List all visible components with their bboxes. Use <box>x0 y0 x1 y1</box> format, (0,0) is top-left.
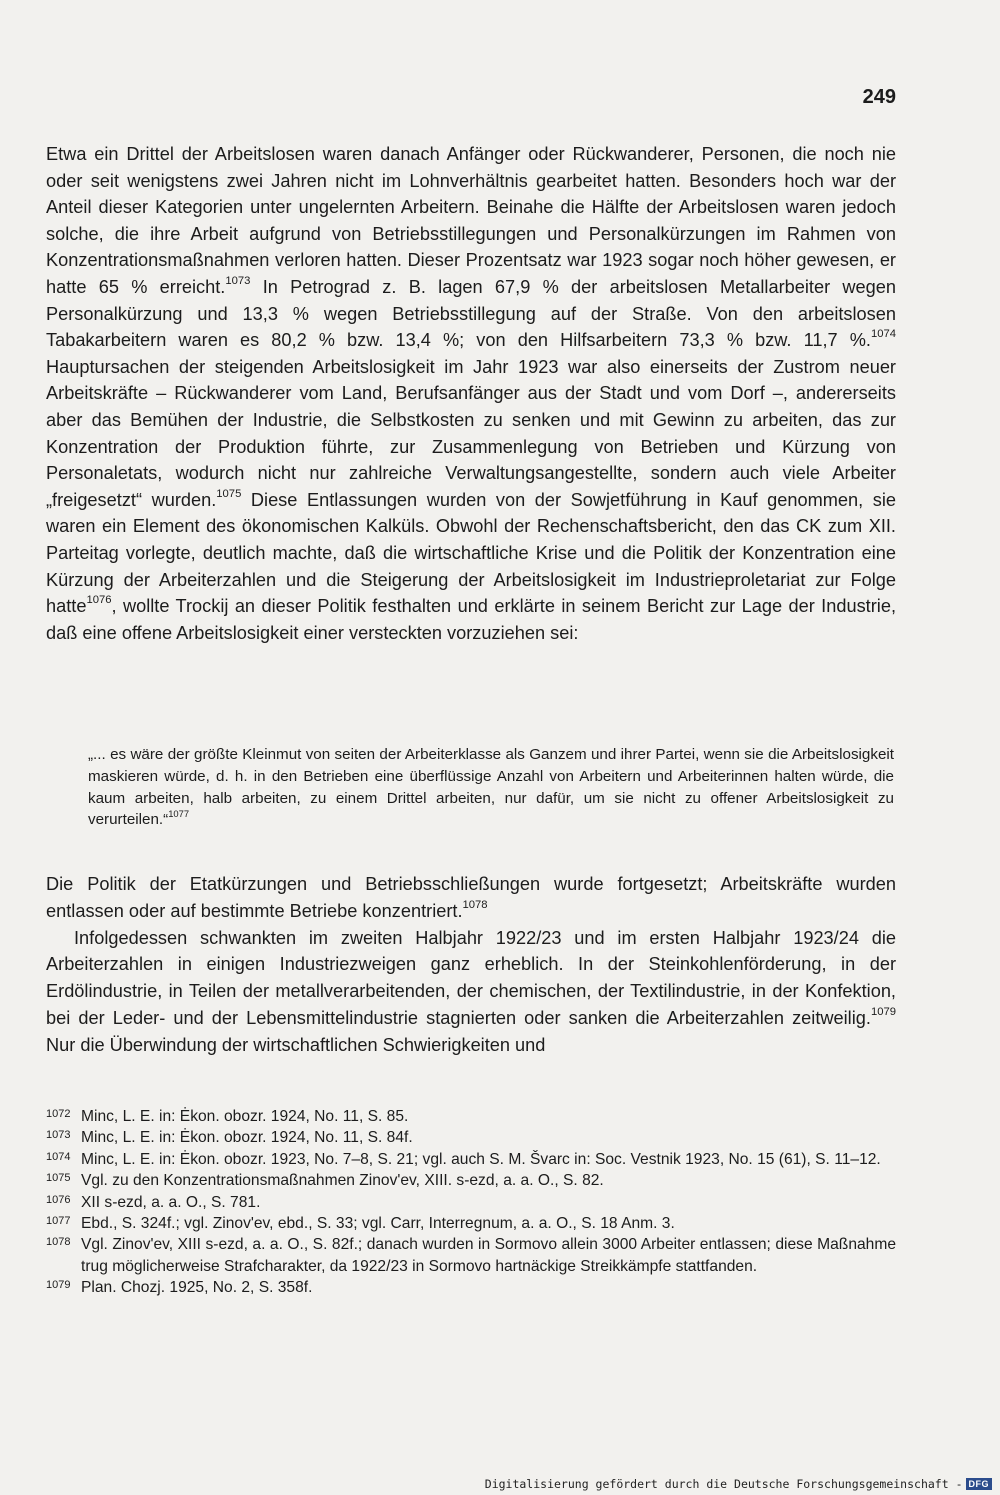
block-quote <box>88 744 894 831</box>
footnote <box>46 1106 896 1127</box>
footnote-number: 1079 <box>46 1279 71 1292</box>
footnote-number: 1073 <box>46 1129 71 1142</box>
footnote-text: Plan. Chozj. 1925, No. 2, S. 358f. <box>81 1279 313 1297</box>
footnote-number: 1078 <box>46 1236 71 1249</box>
quote-text: „... es wäre der größte Kleinmut von seiten der Arbeiterklasse als Ganzem und ihrer Partei, wenn sie die Arbeitslosigkeit maskieren würde, d. h. in den Betrieben eine überflüssige Anzahl von Arbeitern und Arbeiterinnen halten würde, die kaum arbeiten, halb arbeiten, zu einem Drittel arbeiten, nur dafür, um sie nicht zu offener Arbeitslosigkeit zu verurteilen.“ <box>88 746 894 829</box>
footnote <box>46 1170 896 1191</box>
footnote <box>46 1213 896 1234</box>
footnote-number: 1072 <box>46 1108 71 1120</box>
footnote-ref[interactable]: 1074 <box>870 328 896 341</box>
paragraph-text: Etwa ein Drittel der Arbeitslosen waren danach Anfänger oder Rückwanderer, Personen, die noch nie oder seit wenigstens zwei Jahren nicht im Lohnverhältnis gearbeitet hatten. Besonders hoch war der Anteil dieser Kategorien unter ungelernten Arbeitern. Beinahe die Hälfte der Arbeitslosen waren jedoch solche, die ihre Arbeit aufgrund von Betriebsstillegungen und Personalkürzungen im Rahmen von Konzentrationsmaßnahmen verloren hatten. Dieser Prozentsatz war 1923 sogar noch höher gewesen, er hatte 65 % erreicht. <box>46 144 896 297</box>
paragraph-text: , wollte Trockij an dieser Politik festhalten und erklärte in seinem Bericht zur Lage der Industrie, daß eine offene Arbeitslosigkeit einer versteckten vorzuziehen sei: <box>46 596 896 643</box>
footnote-text: Ebd., S. 324f.; vgl. Zinov'ev, ebd., S. 33; vgl. Carr, Interregnum, a. a. O., S. 18 Anm. 3. <box>81 1215 675 1233</box>
footnote-ref[interactable]: 1076 <box>86 594 112 607</box>
paragraph-text: Die Politik der Etatkürzungen und Betriebsschließungen wurde fortgesetzt; Arbeitskräfte wurden entlassen oder auf bestimmte Betriebe konzentriert. <box>46 874 896 921</box>
paragraph-text: Diese Entlassungen wurden von der Sowjetführung in Kauf genommen, sie waren ein Element des ökonomischen Kalküls. Obwohl der Rechenschaftsbericht, den das CK zum XII. Parteitag vorlegte, deutlich machte, daß die wirtschaftliche Krise und die Politik der Konzentration eine Kürzung der Arbeiterzahlen und die Steigerung der Arbeitslosigkeit im Industrieproletariat zur Folge hatte <box>46 489 896 617</box>
paragraph-text: In Petrograd z. B. lagen 67,9 % der arbeitslosen Metallarbeiter wegen Personalkürzung und 13,3 % wegen Betriebsstillegung auf der Straße. Von den arbeitslosen Tabakarbeitern waren es 80,2 % bzw. 13,4 %; von den Hilfsarbeitern 73,3 % bzw. 11,7 %. <box>46 276 896 351</box>
footnote-text: Minc, L. E. in: Ėkon. obozr. 1923, No. 7–8, S. 21; vgl. auch S. M. Švarc in: Soc. Vestnik 1923, No. 15 (61), S. 11–12. <box>81 1150 881 1168</box>
footnote-ref[interactable]: 1079 <box>870 1006 896 1019</box>
footnote-ref[interactable]: 1073 <box>225 275 251 288</box>
footnote-number: 1075 <box>46 1172 71 1185</box>
body-continuation <box>46 871 896 1059</box>
footnote-text: XII s-ezd, a. a. O., S. 781. <box>81 1193 261 1211</box>
dfg-logo: DFG <box>966 1478 993 1490</box>
body-paragraph-1 <box>46 141 896 646</box>
footnote-ref[interactable]: 1075 <box>216 487 242 500</box>
footnote <box>46 1149 896 1170</box>
footnote-text: Vgl. zu den Konzentrationsmaßnahmen Zinov'ev, XIII. s-ezd, a. a. O., S. 82. <box>81 1172 604 1190</box>
footnote <box>46 1192 896 1213</box>
footnote-ref[interactable]: 1077 <box>168 807 190 819</box>
footnote-text: Vgl. Zinov'ev, XIII s-ezd, a. a. O., S. 82f.; danach wurden in Sormovo allein 3000 Arbeiter entlassen; diese Maßnahme trug möglicherweise Strafcharakter, da 1922/23 in Sormovo hartnäckige Streikkämpfe stattfanden. <box>81 1236 896 1275</box>
footnote-number: 1074 <box>46 1150 71 1163</box>
footnote-text: Minc, L. E. in: Ėkon. obozr. 1924, No. 11, S. 85. <box>81 1108 409 1125</box>
paragraph-text: Hauptursachen der steigenden Arbeitslosigkeit im Jahr 1923 war also einerseits der Zustrom neuer Arbeitskräfte – Rückwanderer vom Land, Berufsanfänger aus der Stadt und vom Dorf –, andererseits aber das Bemühen der Industrie, die Selbstkosten zu senken und mit Gewinn zu arbeiten, das zur Konzentration der Produktion führte, zur Zusammenlegung von Betrieben und Kürzung von Personaletats, wodurch nicht nur zahlreiche Verwaltungsangestellte, sondern auch viele Arbeiter „freigesetzt“ wurden. <box>46 356 896 510</box>
paragraph-text: Nur die Überwindung der wirtschaftlichen Schwierigkeiten und <box>46 1034 546 1055</box>
digitization-credit <box>485 1477 992 1491</box>
footnote-text: Minc, L. E. in: Ėkon. obozr. 1924, No. 11, S. 84f. <box>81 1129 413 1147</box>
footnote-number: 1077 <box>46 1215 71 1228</box>
body-paragraph-2 <box>46 871 896 925</box>
footnotes <box>46 1106 896 1299</box>
footnote <box>46 1277 896 1298</box>
page-number: 249 <box>862 86 896 108</box>
footnote-ref[interactable]: 1078 <box>462 899 488 912</box>
paragraph-text: Infolgedessen schwankten im zweiten Halbjahr 1922/23 und im ersten Halbjahr 1923/24 die Arbeiterzahlen in einigen Industriezweigen ganz erheblich. In der Steinkohlenförderung, in der Erdölindustrie, in Teilen der metallverarbeitenden, der chemischen, der Textilindustrie, in der Konfektion, bei der Leder- und der Lebensmittelindustrie stagnierten oder sanken die Arbeiterzahlen zeitweilig. <box>46 927 896 1028</box>
footnote-number: 1076 <box>46 1193 71 1206</box>
body-paragraph-3 <box>46 925 896 1059</box>
footnote <box>46 1234 896 1277</box>
credit-text: Digitalisierung gefördert durch die Deutsche Forschungsgemeinschaft - <box>484 1477 963 1491</box>
footnote <box>46 1127 896 1148</box>
